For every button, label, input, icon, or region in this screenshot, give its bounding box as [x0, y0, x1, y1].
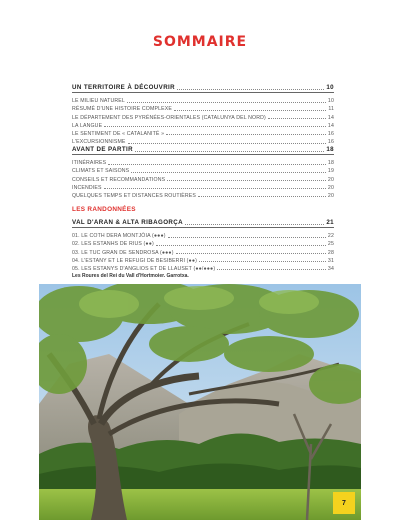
dot-leader — [185, 223, 324, 225]
toc-heading-page: 10 — [326, 84, 334, 91]
toc-entry-page: 16 — [327, 139, 334, 146]
toc-entry[interactable] — [72, 96, 334, 104]
toc-entry-page: 28 — [327, 249, 334, 256]
toc-entry-page: 11 — [328, 106, 334, 113]
toc-entry[interactable] — [72, 231, 334, 239]
page-number-box — [333, 492, 355, 514]
oak-tree-photo — [39, 284, 361, 520]
dot-leader — [127, 101, 326, 103]
dot-leader — [174, 109, 326, 111]
dot-leader — [135, 150, 324, 152]
dot-leader — [168, 236, 326, 238]
toc-entry-page: 22 — [327, 233, 334, 240]
photo-caption: Les Roures del Rei du Vall d'Hortmoier. Garrotxa. — [72, 273, 189, 279]
toc-entry[interactable] — [72, 174, 334, 182]
toc-entry-label: ITINÉRAIRES — [72, 160, 107, 167]
dot-leader — [156, 244, 326, 246]
toc-entry[interactable] — [72, 112, 334, 120]
toc-heading-page: 21 — [326, 219, 334, 226]
toc-entry-page: 31 — [327, 257, 334, 264]
toc-entry-page: 14 — [327, 114, 334, 121]
toc-entry[interactable] — [72, 129, 334, 137]
section-rule — [72, 154, 334, 155]
toc-section-heading[interactable] — [72, 144, 334, 153]
toc-entry-label: CLIMATS ET SAISONS — [72, 168, 130, 175]
dot-leader — [198, 195, 326, 197]
toc-section-randonnees — [72, 200, 334, 272]
toc-entry[interactable] — [72, 104, 334, 112]
toc-entry[interactable] — [72, 183, 334, 191]
toc-entry[interactable] — [72, 256, 334, 264]
toc-heading-page: 18 — [326, 146, 334, 153]
toc-entry-label: LE SENTIMENT DE « CATALANITÉ » — [72, 130, 165, 137]
toc-entry-page: 10 — [327, 98, 334, 105]
toc-entry-label: 05. LES ESTANYS D'ANGLIOS ET DE LLAUSET (●●/●●●) — [72, 265, 216, 272]
toc-entry-label: 04. L'ESTANY ET LE REFUGI DE BESIBERRI (●●) — [72, 257, 197, 264]
toc-entry[interactable] — [72, 166, 334, 174]
dot-leader — [131, 171, 326, 173]
randonnees-title: LES RANDONNÉES — [72, 206, 136, 213]
toc-entry-page: 20 — [327, 192, 334, 199]
dot-leader — [104, 125, 326, 127]
section-rule — [72, 92, 334, 93]
toc-section-avant-de-partir — [72, 144, 334, 199]
dot-leader — [199, 260, 326, 262]
toc-entry-label: LA LANGUE — [72, 122, 103, 129]
toc-heading-label: VAL D'ARAN & ALTA RIBAGORÇA — [72, 219, 184, 226]
toc-entry-page: 20 — [327, 176, 334, 183]
toc-entry-label: 03. LE TUC GRAN DE SENDROSA (●●●) — [72, 249, 174, 256]
dot-leader — [217, 268, 326, 270]
toc-entry-label: 01. LE COTH DERA MONTJÒIA (●●●) — [72, 233, 166, 240]
section-rule — [72, 227, 334, 228]
toc-section-territoire — [72, 82, 334, 145]
toc-entry[interactable] — [72, 239, 334, 247]
dot-leader — [176, 252, 326, 254]
toc-entry-label: LE DÉPARTEMENT DES PYRÉNÉES-ORIENTALES (CATALUNYA DEL NORD) — [72, 114, 266, 121]
toc-entry-label: CONSEILS ET RECOMMANDATIONS — [72, 176, 166, 183]
toc-entry-label: L'EXCURSIONNISME — [72, 139, 126, 146]
dot-leader — [167, 179, 326, 181]
toc-section-heading[interactable] — [72, 217, 334, 226]
toc-entry[interactable] — [72, 121, 334, 129]
dot-leader — [166, 133, 326, 135]
dot-leader — [108, 163, 326, 165]
toc-heading-label: UN TERRITOIRE À DÉCOUVRIR — [72, 84, 176, 91]
dot-leader — [104, 187, 326, 189]
toc-entry-page: 25 — [327, 241, 334, 248]
page-number: 7 — [342, 499, 346, 507]
toc-entry-label: RÉSUMÉ D'UNE HISTOIRE COMPLEXE — [72, 106, 172, 113]
toc-heading-label: AVANT DE PARTIR — [72, 146, 133, 153]
toc-entry-label: INCENDIES — [72, 184, 102, 191]
toc-entry-page: 18 — [327, 160, 334, 167]
toc-entry-label: LE MILIEU NATUREL — [72, 98, 125, 105]
page-title: SOMMAIRE — [152, 34, 248, 50]
oak-tree-illustration — [39, 284, 361, 520]
toc-entry-page: 20 — [327, 184, 334, 191]
toc-entry-page: 19 — [327, 168, 334, 175]
toc-entry[interactable] — [72, 158, 334, 166]
dot-leader — [177, 88, 324, 90]
toc-section-heading[interactable] — [72, 82, 334, 91]
toc-entry-page: 14 — [327, 122, 334, 129]
toc-entry-label: QUELQUES TEMPS ET DISTANCES ROUTIÈRES — [72, 192, 197, 199]
toc-entry-label: 02. LES ESTANHS DE RIUS (●●) — [72, 241, 154, 248]
toc-entry-page: 34 — [327, 265, 334, 272]
toc-entry[interactable] — [72, 191, 334, 199]
toc-entry[interactable] — [72, 247, 334, 255]
toc-entry-page: 16 — [327, 130, 334, 137]
toc-entry[interactable] — [72, 264, 334, 272]
dot-leader — [268, 117, 326, 119]
